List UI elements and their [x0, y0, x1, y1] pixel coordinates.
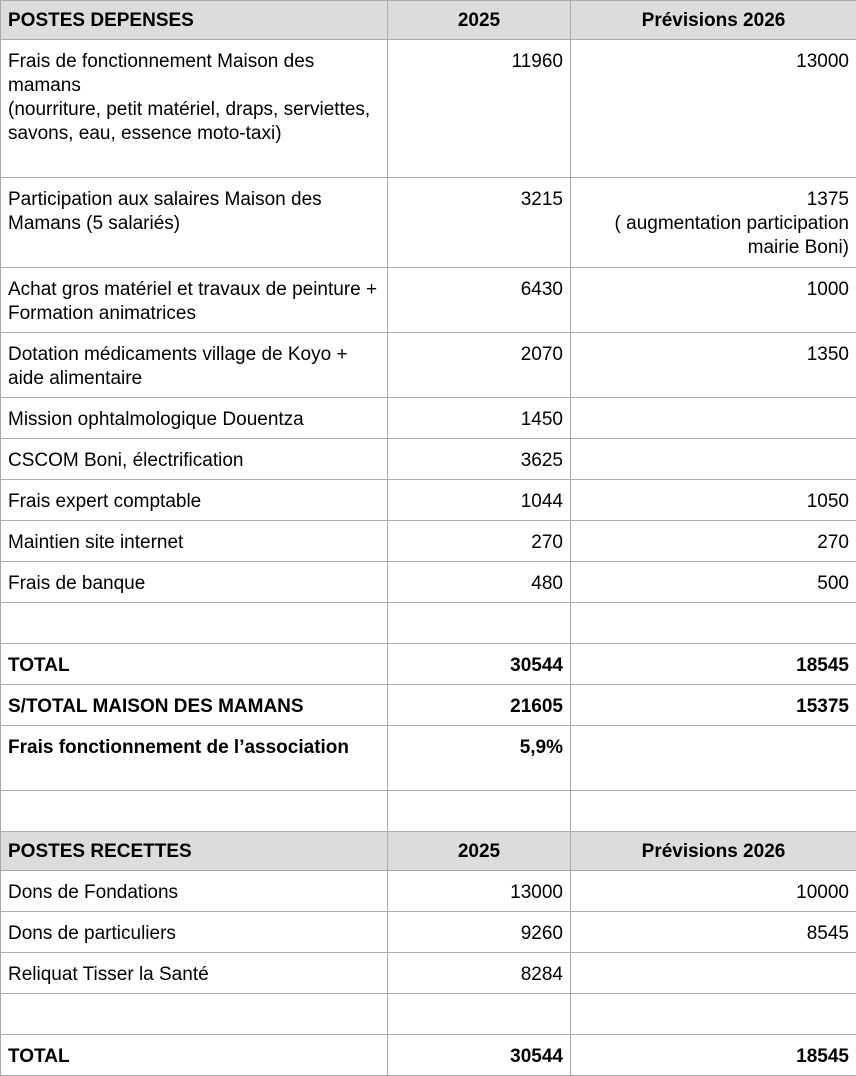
expense-2026-note: ( augmentation participation mairie Boni) [578, 212, 849, 260]
table-row [1, 333, 856, 398]
revenues-header-label: POSTES RECETTES [1, 832, 388, 871]
subtotal-label: S/TOTAL MAISON DES MAMANS [1, 685, 388, 726]
expense-label: Frais expert comptable [1, 480, 388, 521]
revenue-total-2025: 30544 [388, 1035, 571, 1076]
expense-2025: 2070 [388, 333, 571, 398]
subtotal-2026: 15375 [571, 685, 856, 726]
empty-cell [1, 994, 388, 1035]
revenues-header-row [1, 832, 856, 871]
expense-2026: 1000 [571, 268, 856, 333]
revenue-2026 [571, 953, 856, 994]
expense-2025: 480 [388, 562, 571, 603]
empty-cell [571, 791, 856, 832]
table-row [1, 40, 856, 178]
expense-2026: 500 [571, 562, 856, 603]
table-row [1, 268, 856, 333]
expense-2025: 6430 [388, 268, 571, 333]
table-row [1, 562, 856, 603]
expense-2026-value: 1375 [578, 188, 849, 212]
subtotal-row [1, 685, 856, 726]
expense-2026 [571, 178, 856, 268]
expense-2026: 13000 [571, 40, 856, 178]
table-row [1, 953, 856, 994]
revenue-label: Dons de Fondations [1, 871, 388, 912]
expense-2026: 1050 [571, 480, 856, 521]
expense-total-row [1, 644, 856, 685]
empty-cell [388, 603, 571, 644]
expenses-header-row [1, 1, 856, 40]
expense-2025: 11960 [388, 40, 571, 178]
expense-label: Achat gros matériel et travaux de peinture + Formation animatrices [1, 268, 388, 333]
empty-cell [1, 603, 388, 644]
assoc-costs-row [1, 726, 856, 791]
revenue-total-label: TOTAL [1, 1035, 388, 1076]
expense-label: Maintien site internet [1, 521, 388, 562]
expense-2025: 3215 [388, 178, 571, 268]
revenue-label: Dons de particuliers [1, 912, 388, 953]
expense-2025: 1044 [388, 480, 571, 521]
expenses-header-label: POSTES DEPENSES [1, 1, 388, 40]
table-row [1, 178, 856, 268]
assoc-costs-label: Frais fonctionnement de l’association [1, 726, 388, 791]
empty-cell [1, 791, 388, 832]
expense-label: Dotation médicaments village de Koyo + aide alimentaire [1, 333, 388, 398]
table-row [1, 480, 856, 521]
expense-total-label: TOTAL [1, 644, 388, 685]
empty-row [1, 791, 856, 832]
expense-label [1, 40, 388, 178]
revenue-2025: 13000 [388, 871, 571, 912]
revenue-2025: 9260 [388, 912, 571, 953]
empty-cell [388, 791, 571, 832]
table-row [1, 521, 856, 562]
expense-2025: 270 [388, 521, 571, 562]
empty-row [1, 994, 856, 1035]
expense-2026: 270 [571, 521, 856, 562]
expense-label: Participation aux salaires Maison des Mamans (5 salariés) [1, 178, 388, 268]
expense-label: CSCOM Boni, électrification [1, 439, 388, 480]
assoc-costs-2026 [571, 726, 856, 791]
table-row [1, 871, 856, 912]
revenue-label: Reliquat Tisser la Santé [1, 953, 388, 994]
expense-label-note: (nourriture, petit matériel, draps, serviettes, savons, eau, essence moto-taxi) [8, 98, 380, 146]
expense-2025: 3625 [388, 439, 571, 480]
revenue-total-2026: 18545 [571, 1035, 856, 1076]
revenue-2026: 8545 [571, 912, 856, 953]
revenues-header-2025: 2025 [388, 832, 571, 871]
expense-2026: 1350 [571, 333, 856, 398]
empty-cell [571, 994, 856, 1035]
expense-label: Mission ophtalmologique Douentza [1, 398, 388, 439]
expense-label: Frais de banque [1, 562, 388, 603]
revenue-2026: 10000 [571, 871, 856, 912]
subtotal-2025: 21605 [388, 685, 571, 726]
assoc-costs-2025: 5,9% [388, 726, 571, 791]
table-row [1, 912, 856, 953]
expense-2025: 1450 [388, 398, 571, 439]
revenue-total-row [1, 1035, 856, 1076]
expense-label-main: Frais de fonctionnement Maison des mamans [8, 50, 380, 98]
expense-total-2026: 18545 [571, 644, 856, 685]
empty-cell [571, 603, 856, 644]
expense-total-2025: 30544 [388, 644, 571, 685]
revenue-2025: 8284 [388, 953, 571, 994]
empty-row [1, 603, 856, 644]
expense-2026 [571, 439, 856, 480]
empty-cell [388, 994, 571, 1035]
table-row [1, 398, 856, 439]
expense-2026 [571, 398, 856, 439]
expenses-header-2026: Prévisions 2026 [571, 1, 856, 40]
table-row [1, 439, 856, 480]
expenses-header-2025: 2025 [388, 1, 571, 40]
revenues-header-2026: Prévisions 2026 [571, 832, 856, 871]
